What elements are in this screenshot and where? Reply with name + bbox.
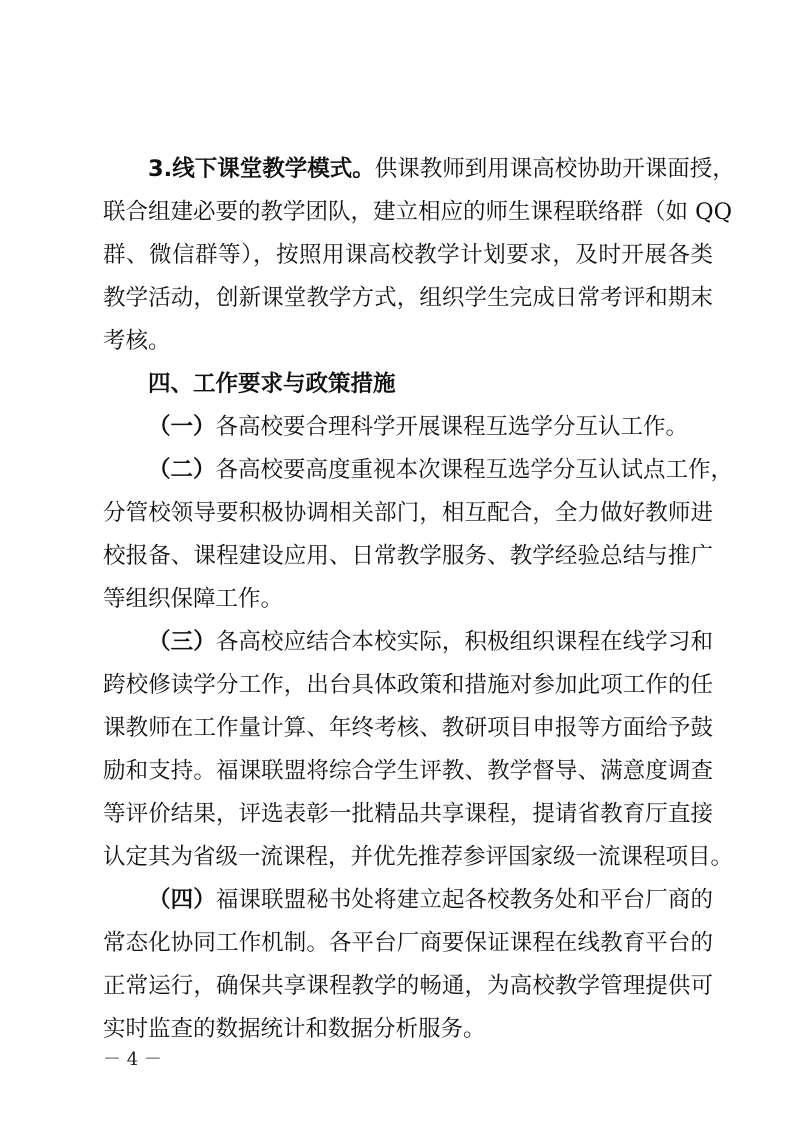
item3-line6: 认定其为省级一流课程，并优先推荐参评国家级一流课程项目。 [103,844,734,870]
item2-line1-text: 各高校要高度重视本次课程互选学分互认试点工作， [215,457,734,483]
page-number: － 4 － [103,1049,162,1070]
section3-line4: 教学活动，创新课堂教学方式，组织学生完成日常考评和期末 [103,285,713,311]
section3-line2: 联合组建必要的教学团队，建立相应的师生课程联络群（如 QQ [103,199,733,225]
item4-line1 [148,881,713,919]
item3-line5: 等评价结果，评选表彰一批精品共享课程，提请省教育厅直接 [103,801,713,827]
item3-line1 [148,623,713,661]
item4-line4: 实时监查的数据统计和数据分析服务。 [103,1016,486,1042]
item3-label: （三） [148,629,216,655]
section3-line1 [148,150,735,188]
section4-heading: 四、工作要求与政策措施 [148,371,396,397]
section3-line3: 群、微信群等），按照用课高校教学计划要求，及时开展各类 [103,242,713,268]
item3-line3: 课教师在工作量计算、年终考核、教研项目申报等方面给予鼓 [103,715,713,741]
item4-label: （四） [148,887,216,913]
item2-line4: 等组织保障工作。 [103,586,284,612]
item3-line1-text: 各高校应结合本校实际，积极组织课程在线学习和 [215,629,713,655]
section3-line1-text: 供课教师到用课高校协助开课面授， [374,156,735,182]
section3-line5: 考核。 [103,328,171,354]
item2-line1 [148,451,734,489]
item4-line1-text: 福课联盟秘书处将建立起各校教务处和平台厂商的 [215,887,713,913]
item2-line2: 分管校领导要积极协调相关部门，相互配合，全力做好教师进 [103,500,713,526]
item2-label: （二） [148,457,216,483]
item4-line3: 正常运行，确保共享课程教学的畅通，为高校教学管理提供可 [103,973,713,999]
item1-line1-text: 各高校要合理科学开展课程互选学分互认工作。 [215,414,689,440]
section3-title: 3.线下课堂教学模式。 [148,156,375,182]
item3-line4: 励和支持。福课联盟将综合学生评教、教学督导、满意度调查 [103,758,713,784]
item4-line2: 常态化协同工作机制。各平台厂商要保证课程在线教育平台的 [103,930,713,956]
item1-label: （一） [148,414,216,440]
item3-line2: 跨校修读学分工作，出台具体政策和措施对参加此项工作的任 [103,672,713,698]
item2-line3: 校报备、课程建设应用、日常教学服务、教学经验总结与推广 [103,543,713,569]
item1-line1 [148,408,713,446]
